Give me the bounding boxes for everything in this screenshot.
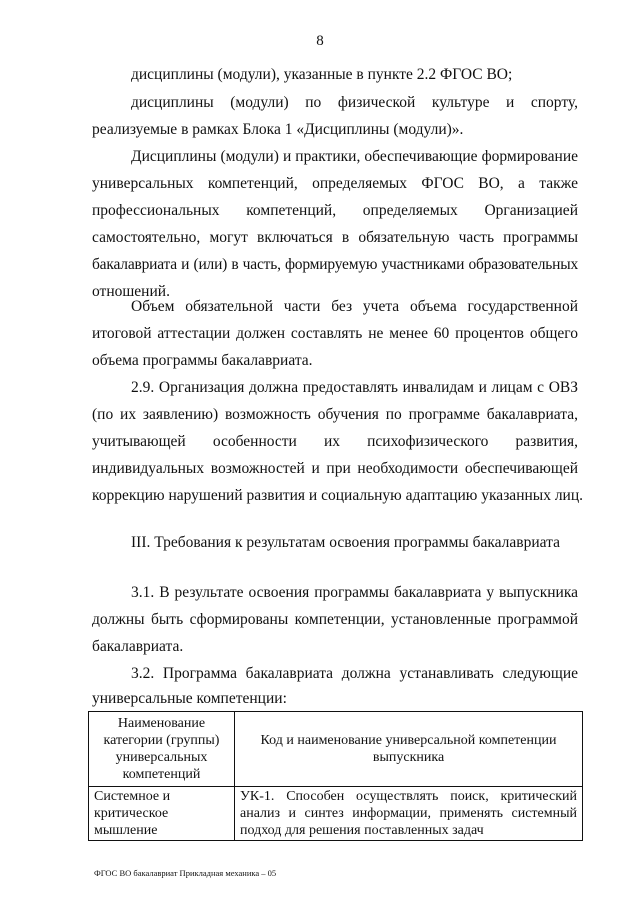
text-line: отношений. — [92, 283, 170, 300]
text-line: (по их заявлению) возможность обучения по программе бакалавриата, — [92, 406, 578, 423]
text-line: коррекцию нарушений развития и социальную адаптацию указанных лиц. — [92, 487, 584, 504]
text-line: дисциплины (модули), указанные в пункте 2.2 ФГОС ВО; — [131, 66, 513, 83]
text-line: должны быть сформированы компетенции, установленные программой — [92, 611, 578, 628]
text-line: объема программы бакалавриата. — [92, 352, 313, 369]
text-line: 3.2. Программа бакалавриата должна устанавливать следующие — [131, 665, 578, 682]
text-line: учитывающей особенности их психофизического развития, — [92, 433, 578, 450]
text-line: бакалавриата. — [92, 638, 184, 655]
footer-text: ФГОС ВО бакалавриат Прикладная механика – 05 — [94, 868, 277, 878]
page-number: 8 — [316, 33, 324, 49]
text-line: дисциплины (модули) по физической культуре и спорту, — [131, 94, 578, 111]
table-header-category: Наименование категории (группы) универсальных компетенций — [89, 712, 235, 787]
text-line: универсальные компетенции: — [92, 690, 287, 707]
text-line: бакалавриата и (или) в часть, формируемую участниками образовательных — [92, 256, 578, 273]
text-line: итоговой аттестации должен составлять не менее 60 процентов общего — [92, 325, 578, 342]
section-heading: III. Требования к результатам освоения программы бакалавриата — [131, 534, 560, 551]
text-line: универсальных компетенций, определяемых ФГОС ВО, а также — [92, 175, 578, 192]
table-header-competence: Код и наименование универсальной компетенции выпускника — [235, 712, 583, 787]
table-row — [89, 787, 583, 841]
table-cell-competence: УК-1. Способен осуществлять поиск, критический анализ и синтез информации, применять системный подход для решения поставленных задач — [235, 787, 583, 841]
table-cell-category: Системное и критическое мышление — [89, 787, 235, 841]
text-line: Объем обязательной части без учета объема государственной — [131, 298, 578, 315]
text-line: 2.9. Организация должна предоставлять инвалидам и лицам с ОВЗ — [131, 379, 578, 396]
text-line: индивидуальных возможностей и при необходимости обеспечивающей — [92, 460, 578, 477]
text-line: Дисциплины (модули) и практики, обеспечивающие формирование — [131, 148, 578, 165]
text-line: профессиональных компетенций, определяемых Организацией — [92, 202, 578, 219]
text-line: 3.1. В результате освоения программы бакалавриата у выпускника — [131, 584, 578, 601]
table-header-row — [89, 712, 583, 787]
competence-table — [88, 711, 583, 841]
text-line: реализуемые в рамках Блока 1 «Дисциплины (модули)». — [92, 121, 464, 138]
text-line: самостоятельно, могут включаться в обязательную часть программы — [92, 229, 578, 246]
